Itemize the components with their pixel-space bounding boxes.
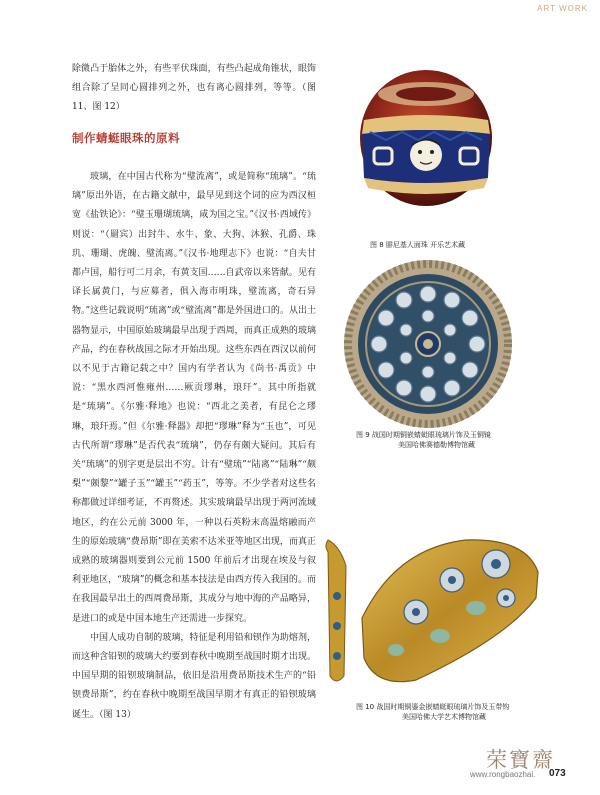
page-number: 073 xyxy=(549,768,566,779)
footer-url[interactable]: www.rongbaozhai. xyxy=(470,770,536,779)
intro-paragraph: 除微凸于胎体之外，有些平伏珠面，有些凸起成角锥状，眼饰组合除了呈同心圆排列之外，也有离心圆排列，等等。（图 11、图 12） xyxy=(72,64,316,113)
figure-10-caption-line-1: 图 10 战国时期铜鎏金嵌蜻蜓眼琉璃片饰及玉带钩 xyxy=(356,703,510,711)
body-text-block xyxy=(72,168,316,725)
rongbaozhai-logo: 荣寶齋 xyxy=(486,748,555,772)
intro-text-block xyxy=(72,60,316,118)
belt-hook-main-image xyxy=(356,528,540,688)
figure-9-caption-line-2: 美国哈佛赛德勒博物馆藏 xyxy=(398,441,475,449)
section-label: ART WORK xyxy=(537,4,588,13)
figure-8-caption: 图 8 腓尼基人面珠 开乐艺术藏 xyxy=(370,241,466,249)
figure-9-caption-line-1: 图 9 战国时期铜嵌蜻蜓眼琉璃片饰及玉铜镜 xyxy=(356,431,491,439)
belt-hook-side-image xyxy=(320,536,352,686)
bronze-mirror-image xyxy=(342,258,514,430)
face-bead-image xyxy=(356,60,496,210)
section-heading: 制作蜻蜓眼珠的原料 xyxy=(72,131,180,145)
body-paragraph-2: 中国人成功自制的玻璃，特征是利用铅和钡作为助熔剂，而这种含铅钡的玻璃大约要到春秋中晚期至战国时期才出现。中国早期的铅钡玻璃制品，依旧是沿用费昂斯技术生产的“铅钡费昂斯”，约在春秋中晚期至战国早期才有真正的铅钡玻璃诞生。（图 13） xyxy=(72,632,316,720)
figure-10-caption-line-2: 美国哈佛大学艺术博物馆藏 xyxy=(402,713,486,721)
body-paragraph-1: 玻璃，在中国古代称为“璧流离”，或是简称“琉璃”。“琉璃”原出外语，在古籍文献中，最早见到这个词的应为西汉桓宽《盐铁论》：“璧玉珊瑚琉璃，咸为国之宝。”《汉书·西域传》则说：“（罽宾）出封牛、水牛、象、大狗、沐猴、孔爵、珠玑、珊瑚、虎魄、璧流离。”《汉书·地理志下》也说：“自夫甘都卢国，船行可二月余，有黄支国……自武帝以来皆献。见有译长属黄门，与应募者，俱入海市明珠，璧流离，奇石异物。”这些记载说明“琉离”或“璧流离”都是外国进口的。从出土器物显示，中国原始玻璃最早出现于西周，而真正成熟的玻璃产品，约在春秋战国之际才开始出现。这些东西在西汉以前何以不见于古籍记载之中？国内有学者认为《尚书·禹贡》中说：“黑水西河惟雍州……厥贡璆琳，琅玕”。其中所指就是“琉璃”。《尔雅·释地》也说：“西北之美者，有昆仑之璆琳，琅玕焉。”但《尔雅·释器》却把“璆琳”释为“玉也”，可见古代所谓“璆琳”是否代表“琉璃”，仍存有颇大疑问。其后有关“琉璃”的别字更是层出不穷。计有“璧琉”“陆离”“陆琳”“颇梨”“颇黎”“罐子玉”“罐玉”“药玉”，等等。不少学者对这些名称都做过详细考证，不再赘述。其实玻璃最早出现于两河流域地区，约在公元前 3000 年，一种以石英粉末高温熔融而产生的原始玻璃“费昂斯”即在美索不达米亚等地区出现，而真正成熟的玻璃器则要到公元前 1500 年前后才出现在埃及与叙利亚地区，“玻璃”的概念和基本技法是由西方传入我国的。而在我国最早出土的西周费昂斯，其成分与地中海的产品略异，是进口的或是中国本地生产还需进一步探究。 xyxy=(72,172,316,624)
